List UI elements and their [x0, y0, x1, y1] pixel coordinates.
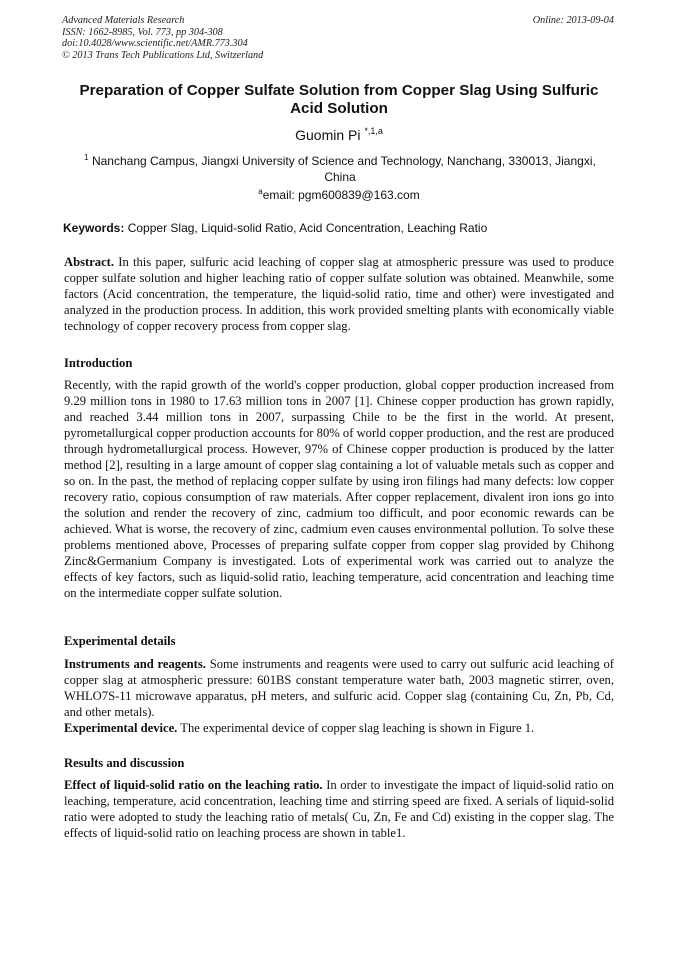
- results-paragraph: [64, 777, 614, 841]
- copyright-line: © 2013 Trans Tech Publications Ltd, Switzerland: [62, 49, 264, 61]
- keywords: [63, 220, 615, 236]
- journal-name: Advanced Materials Research: [62, 15, 185, 26]
- experimental-heading: Experimental details: [64, 634, 176, 648]
- abstract-label: Abstract.: [64, 255, 115, 269]
- author-marks: *,1,a: [364, 126, 383, 136]
- introduction-paragraph: [64, 377, 614, 601]
- device-label: Experimental device.: [64, 721, 178, 735]
- online-date: Online: 2013-09-04: [532, 15, 614, 26]
- author-name: Guomin Pi: [295, 127, 361, 143]
- effect-label: Effect of liquid-solid ratio on the leaching ratio.: [64, 778, 323, 792]
- introduction-text: Recently, with the rapid growth of the world's copper production, global copper production increased from 9.29 million tons in 1980 to 17.63 million tons in 2007 [1]. Chinese copper production has grown rapidly, and reached 3.44 million tons in 2007, surpassing Chile to be the first in the world. At present, pyrometallurgical copper production accounts for 80% of world copper production, and the rest are produced through hydrometallurgical process. However, 97% of Chinese copper production is produced by the latter method [2], resulting in a large amount of copper slag containing a lot of valuable metals such as copper and so on. In the past, the method of replacing copper sulfate by using iron filings had many defects: low copper recovery ratio, copious consumption of raw materials. After copper replacement, divalent iron ions go into the solution and render the recovery of zinc, cadmium too difficult, and poor economic rewards can be achieved. What is worse, the recovery of zinc, cadmium even causes environmental pollution. To solve these problems mentioned above, Processes of preparing sulfate copper from copper slag provided by Chihong Zinc&Germanium Company is investigated. Lots of experimental work was carried out to analyze the effects of key factors, such as liquid-solid ratio, leaching temperature, acid concentration and leaching time on the intermediate copper sulfate solution.: [64, 378, 614, 600]
- affiliation-mark: 1: [84, 153, 89, 162]
- author-email: [62, 184, 616, 203]
- doi-line: doi:10.4028/www.scientific.net/AMR.773.304: [62, 38, 248, 50]
- journal-header: [62, 15, 614, 61]
- author-line: [62, 123, 616, 144]
- instruments-label: Instruments and reagents.: [64, 657, 206, 671]
- introduction-heading: Introduction: [64, 356, 133, 370]
- abstract-text: In this paper, sulfuric acid leaching of copper slag at atmospheric pressure was used to produce copper sulfate solution and higher leaching ratio of copper sulfate solution was obtained. Meanwhile, some factors (Acid concentration, the temperature, the liquid-solid ratio, time and other) were investigated and analyzed in the production process. In addition, this work provided smelting plants with economically viable technology of copper recovery process from copper slag.: [64, 255, 614, 333]
- affiliation-text: Nanchang Campus, Jiangxi University of Science and Technology, Nanchang, 330013, Jiangxi, China: [91, 154, 596, 184]
- paper-title: Preparation of Copper Sulfate Solution from Copper Slag Using Sulfuric Acid Solution: [79, 82, 599, 117]
- device-text: The experimental device of copper slag leaching is shown in Figure 1.: [180, 721, 535, 735]
- issn-line: ISSN: 1662-8985, Vol. 773, pp 304-308: [62, 26, 223, 38]
- device-paragraph: [64, 720, 614, 736]
- email-mark: a: [258, 187, 263, 196]
- instruments-text: Some instruments and reagents were used to carry out sulfuric acid leaching of copper slag at atmospheric pressure: 601BS constant temperature water bath, 2003 magnetic stirrer, oven, WHLO7S-11 microwave apparatus, pH meters, and sulfuric acid. Copper slag (containing Cu, Zn, Pb, Cd, and other metals).: [64, 657, 614, 719]
- affiliation: [70, 150, 610, 185]
- effect-text: In order to investigate the impact of liquid-solid ratio on leaching, temperature, acid concentration, leaching time and stirring speed are fixed. A serials of liquid-solid ratio were adopted to study the leaching ratio of metals( Cu, Zn, Fe and Cd) existing in the copper slag. The effects of liquid-solid ratio on leaching process are shown in table1.: [64, 778, 614, 840]
- email-text: email: pgm600839@163.com: [262, 188, 420, 202]
- instruments-paragraph: [64, 656, 614, 720]
- keywords-label: Keywords:: [63, 221, 125, 235]
- abstract-paragraph: [64, 254, 614, 334]
- keywords-text: Copper Slag, Liquid-solid Ratio, Acid Concentration, Leaching Ratio: [127, 221, 488, 235]
- results-heading: Results and discussion: [64, 756, 185, 770]
